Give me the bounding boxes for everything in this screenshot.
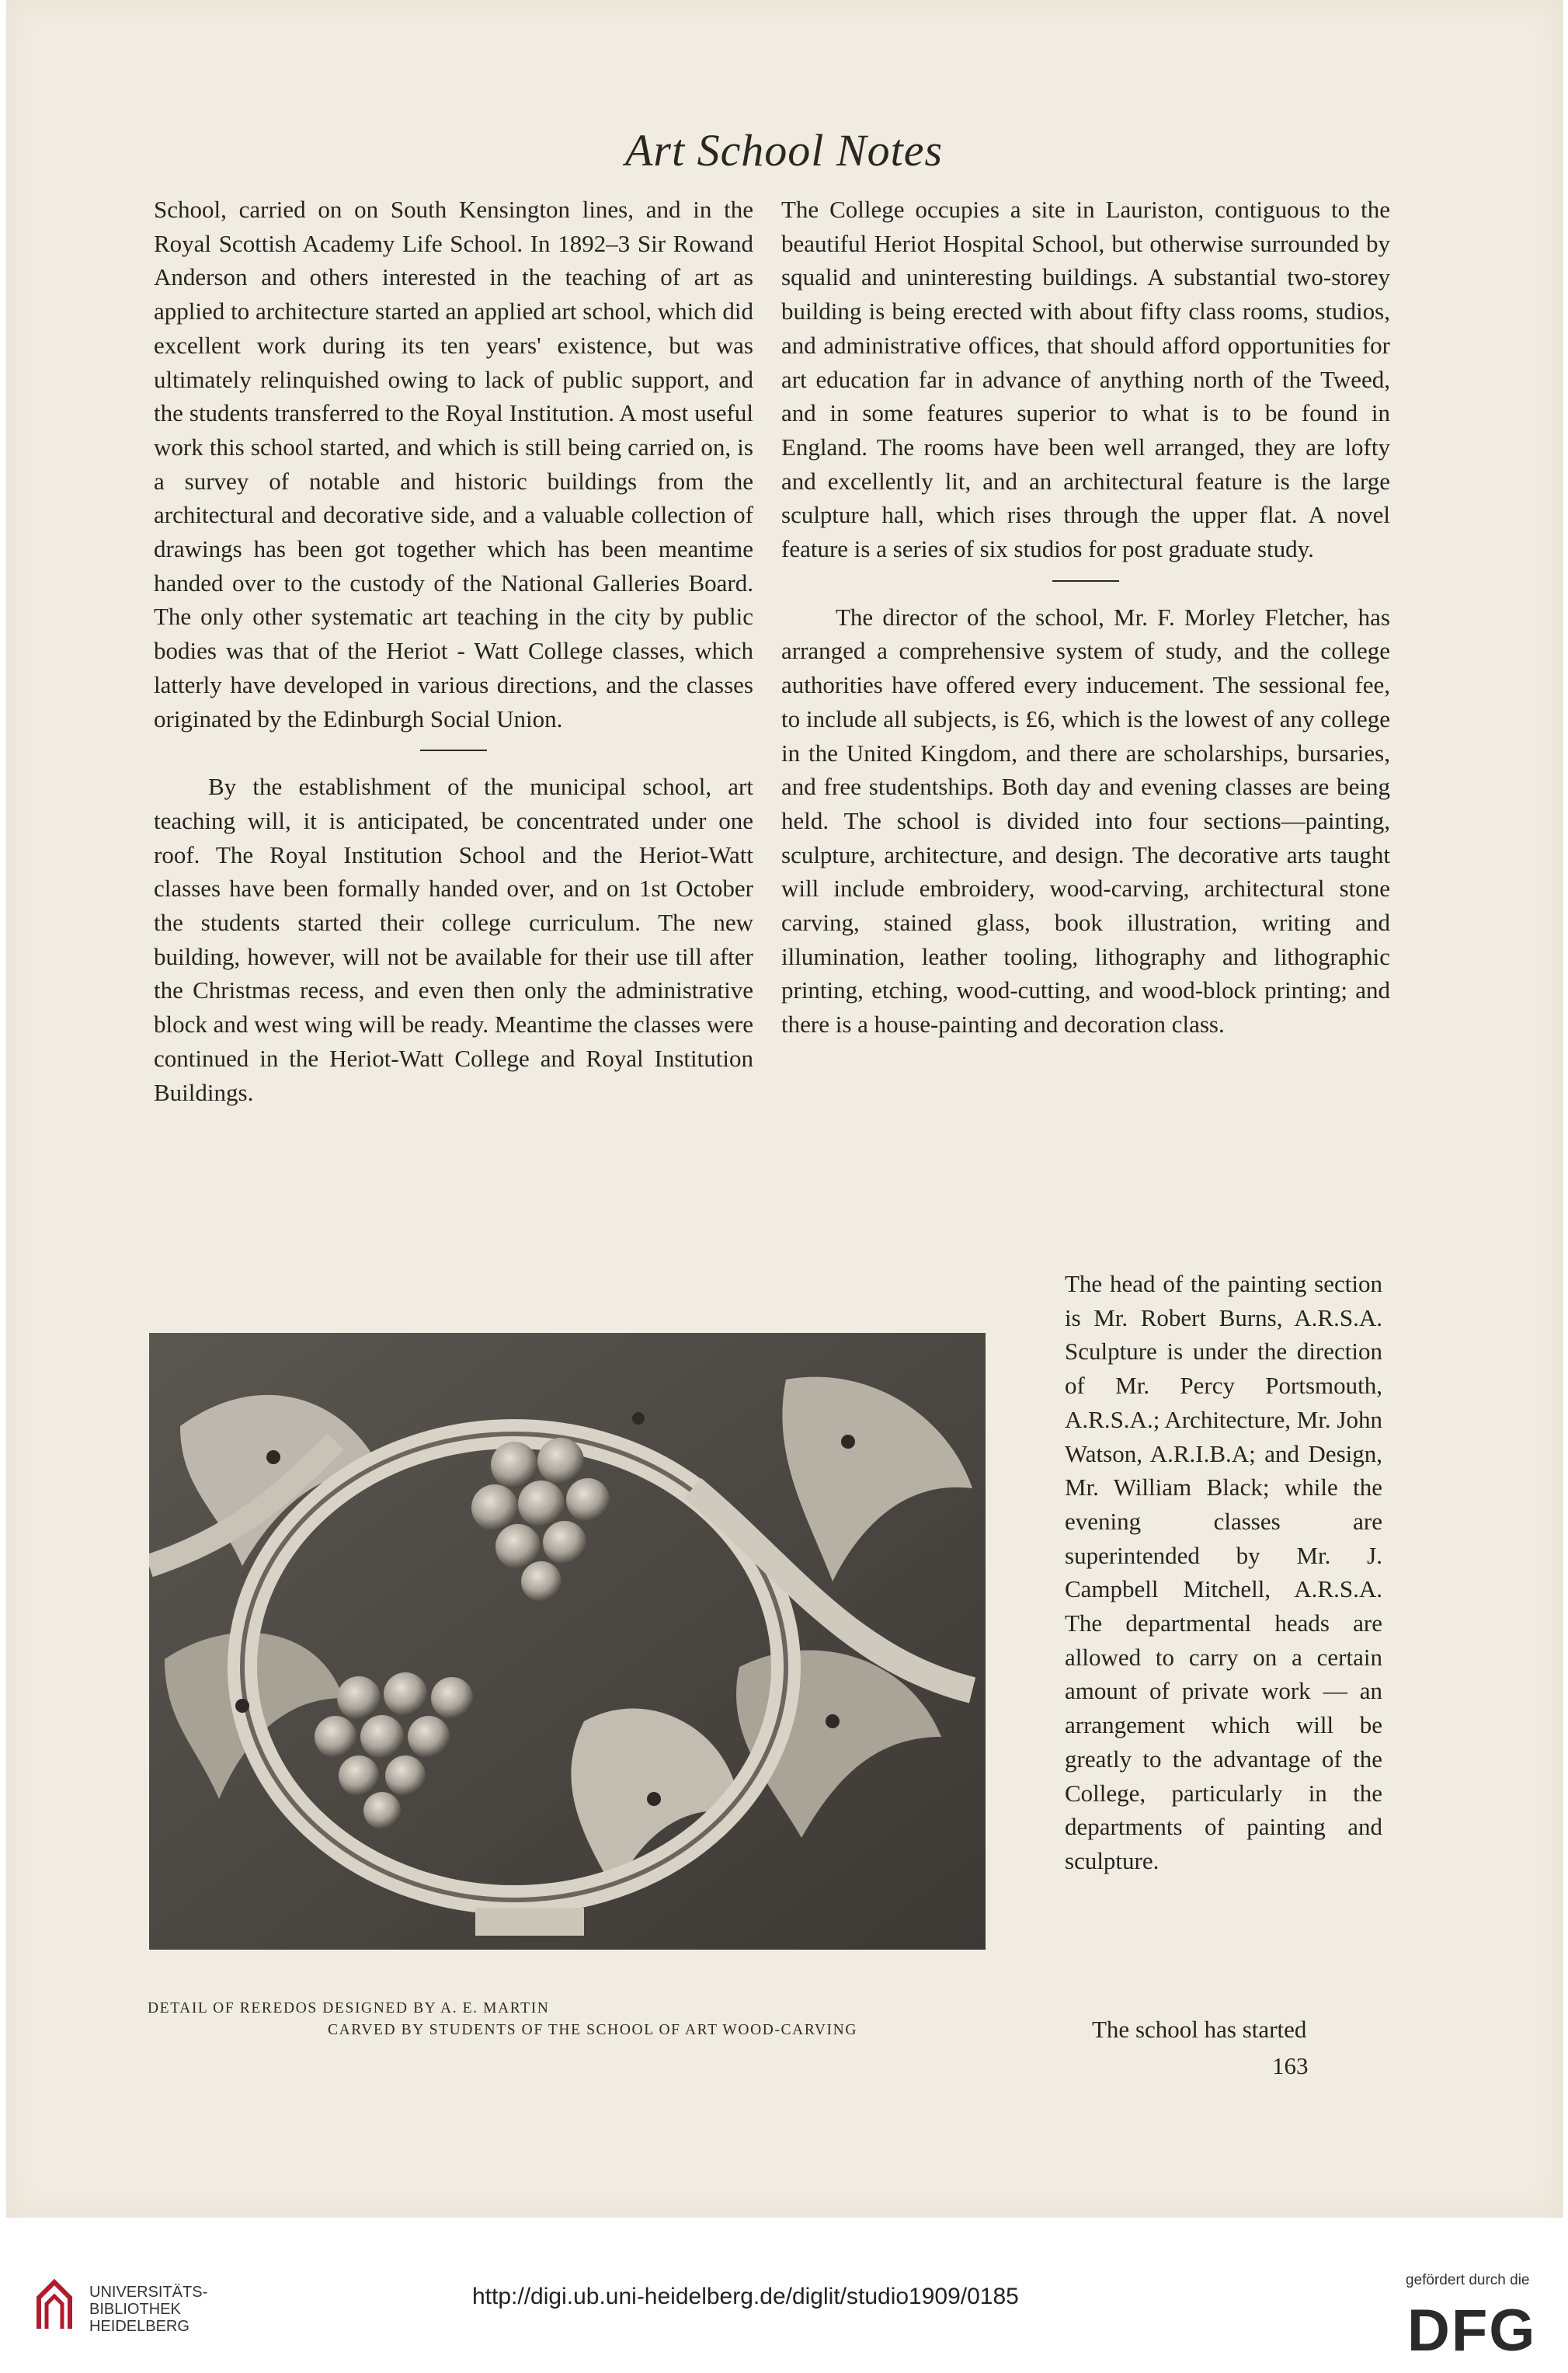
page-number: 163: [1272, 2052, 1309, 2079]
left-column: [154, 193, 753, 1109]
university-library-logo-icon: [31, 2274, 78, 2336]
permalink[interactable]: http://digi.ub.uni-heidelberg.de/diglit/studio1909/0185: [472, 2284, 1019, 2309]
continued-line: The school has started: [1092, 2016, 1307, 2043]
right-column: [781, 193, 1390, 1042]
carving-image: [149, 1333, 986, 1950]
caption-line-2: CARVED BY STUDENTS OF THE SCHOOL OF ART WOOD-CARVING: [328, 2022, 858, 2038]
left-paragraph-1: School, carried on on South Kensington lines, and in the Royal Scottish Academy Life School. In 1892–3 Sir Rowand Anderson and others interested in the teaching of art as applied to architecture started an applied art school, which did excellent work during its ten years' existence, but was ultimately relinquished owing to lack of public support, and the students transferred to the Royal Institution. A most useful work this school started, and which is still being carried on, is a survey of notable and historic buildings from the architectural and decorative side, and a valuable collection of drawings has been got together which has been meantime handed over to the custody of the National Galleries Board. The only other systematic art teaching in the city by public bodies was that of the Heriot - Watt College classes, which latterly have developed in various directions, and the classes originated by the Edinburgh Social Union.: [154, 196, 753, 732]
carving-photograph: [149, 1333, 986, 1950]
library-line-1: UNIVERSITÄTS-: [89, 2284, 208, 2301]
right-paragraph-2: The director of the school, Mr. F. Morley Fletcher, has arranged a comprehensive system of study, and the college authorities have offered every inducement. The sessional fee, to include all subjects, is £6, which is the lowest of any college in the United Kingdom, and there are scholarships, bursaries, and free studentships. Both day and evening classes are being held. The school is divided into four sections—painting, sculpture, architecture, and design. The decorative arts taught will include embroidery, wood-carving, architectural stone carving, stained glass, book illustration, writing and illumination, leather tooling, lithography and lithographic printing, etching, wood-cutting, and wood-block printing; and there is a house-painting and decoration class.: [781, 603, 1390, 1039]
wrapped-paragraph: [1065, 1267, 1382, 1878]
dfg-logo: DFG: [1407, 2298, 1537, 2364]
library-line-2: BIBLIOTHEK: [89, 2301, 181, 2318]
section-divider: [1052, 580, 1119, 582]
caption-line-1: DETAIL OF REREDOS DESIGNED BY A. E. MARTIN: [148, 2000, 550, 2016]
wrap-text: The head of the painting section is Mr. Robert Burns, A.R.S.A. Sculpture is under the direction of Mr. Percy Portsmouth, A.R.S.A.; Architecture, Mr. John Watson, A.R.I.B.A; and Design, Mr. William Black; while the evening classes are superintended by Mr. J. Campbell Mitchell, A.R.S.A. The departmental heads are allowed to carry on a certain amount of private work — an arrangement which will be greatly to the advantage of the College, particularly in the departments of painting and sculpture.: [1065, 1270, 1382, 1874]
funded-by-text: gefördert durch die: [1406, 2272, 1530, 2288]
library-line-3: HEIDELBERG: [89, 2318, 189, 2335]
left-paragraph-2: By the establishment of the municipal school, art teaching will, it is anticipated, be concentrated under one roof. The Royal Institution School and the Heriot-Watt classes have been formally handed over, and on 1st October the students started their college curriculum. The new building, however, will not be available for their use till after the Christmas recess, and even then only the administrative block and west wing will be ready. Meantime the classes were continued in the Heriot-Watt College and Royal Institution Buildings.: [154, 773, 753, 1106]
library-name: [89, 2284, 207, 2335]
section-divider: [420, 750, 487, 751]
running-title: Art School Notes: [624, 125, 944, 176]
right-paragraph-1: The College occupies a site in Lauriston, contiguous to the beautiful Heriot Hospital School, but otherwise surrounded by squalid and uninteresting buildings. A substantial two-storey building is being erected with about fifty class rooms, studios, and administrative offices, that should afford opportunities for art education far in advance of anything north of the Tweed, and in some features superior to what is to be found in England. The rooms have been well arranged, they are lofty and excellently lit, and an architectural feature is the large sculpture hall, which rises through the upper flat. A novel feature is a series of six studios for post graduate study.: [781, 196, 1390, 563]
